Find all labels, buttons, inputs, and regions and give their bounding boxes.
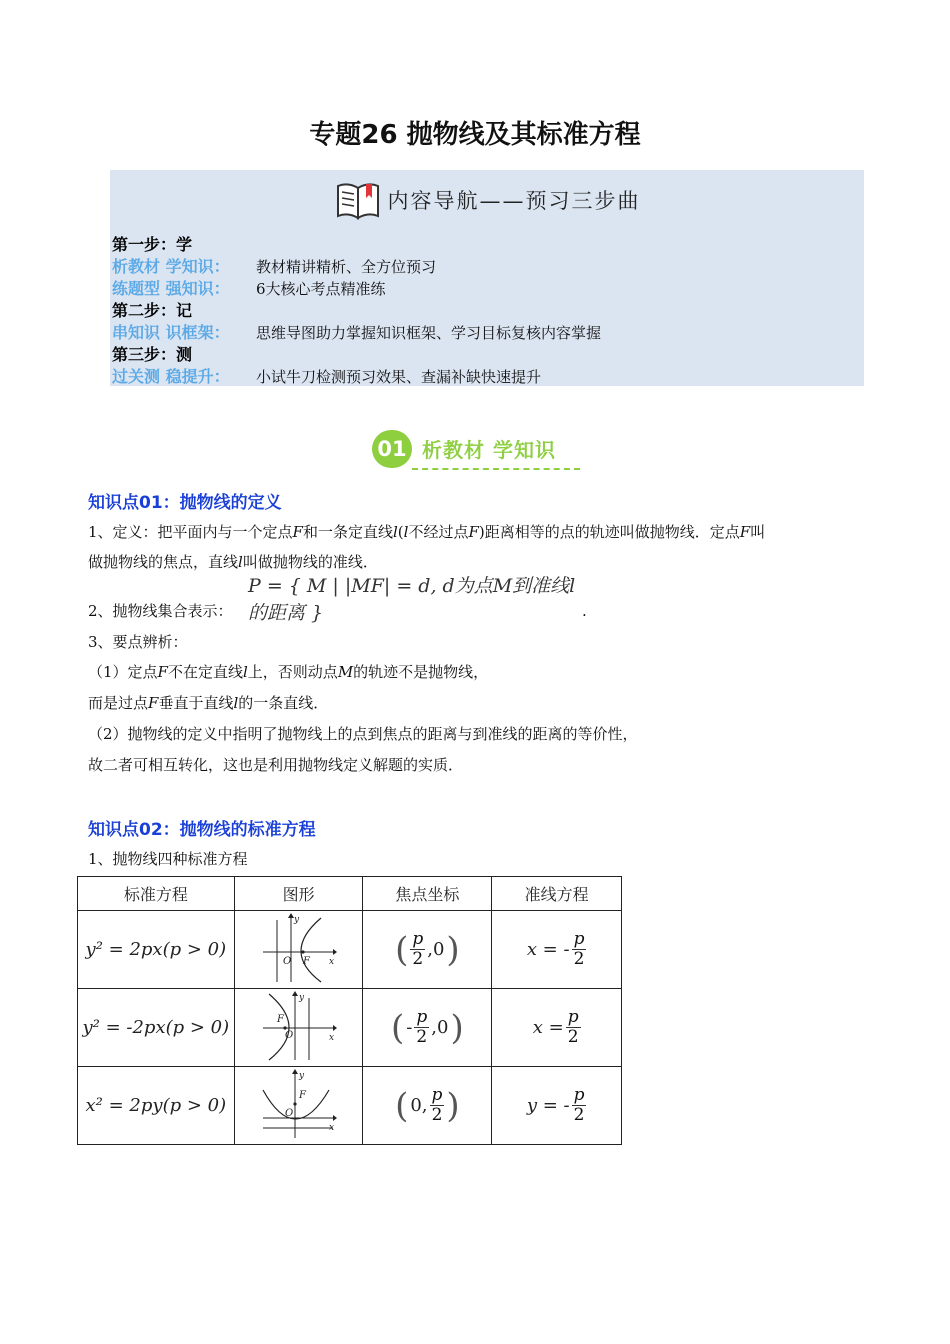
set-formula-text: P = { M | |MF| = d, d为点M到准线l的距离 } (248, 575, 576, 624)
badge-text: 析教材 学知识 (422, 438, 556, 462)
graph-label-y: y (298, 1070, 304, 1081)
nav-step-3 (112, 344, 862, 366)
equation: y² = -2px(p > 0) (82, 1017, 230, 1038)
kp1-point2: （2）抛物线的定义中指明了抛物线上的点到焦点的距离与到准线的距离的等价性， (88, 725, 638, 743)
step-label: 第二步：记 (112, 301, 193, 320)
step-label: 第一步：学 (112, 235, 193, 254)
graph-cell (234, 1067, 363, 1145)
graph-cell (234, 911, 363, 989)
text: 的轨迹不是抛物线， (353, 663, 489, 681)
equation: x² = 2py(p > 0) (85, 1095, 227, 1116)
graph-label-F: F (276, 1013, 284, 1025)
directrix-cell (492, 1067, 622, 1145)
parabola-up-graph (259, 1068, 339, 1140)
graph-cell (234, 989, 363, 1067)
fraction (572, 1086, 587, 1125)
section-badge (372, 428, 582, 474)
text: 上，否则动点 (247, 663, 338, 681)
badge-underline (412, 468, 580, 470)
text: 不在定直线 (167, 663, 243, 681)
nav-item-desc: 教材精讲精析、全方位预习 (256, 258, 437, 276)
focus-prefix: - (406, 1017, 413, 1038)
graph-label-x: x (328, 1032, 334, 1043)
nav-item-desc: 小试牛刀检测预习效果、查漏补缺快速提升 (256, 368, 542, 386)
table-header: 图形 (234, 877, 363, 911)
directrix-eq (527, 1086, 587, 1125)
text: 的一条直线． (238, 694, 329, 712)
directrix-cell (492, 989, 622, 1067)
graph-label-O: O (284, 1029, 293, 1041)
equation-cell (78, 989, 235, 1067)
var-l: l (233, 694, 239, 712)
numerator: p (416, 1007, 428, 1027)
kp1-title: 知识点01：抛物线的定义 (88, 493, 282, 513)
focus-coordinate: ( $\frac{p}{2}$ ,0 ) (395, 929, 460, 970)
nav-header-text: 内容导航——预习三步曲 (387, 189, 641, 213)
fraction (430, 1086, 445, 1125)
text: 和一条定直线 (302, 523, 393, 541)
parabola-right-graph (259, 912, 339, 984)
focus-cell (363, 911, 492, 989)
text: 1、定义：把平面内与一个定点 (88, 523, 293, 541)
graph-label-O: O (284, 1107, 293, 1119)
nav-item (112, 256, 862, 278)
nav-step-2 (112, 300, 862, 322)
kp2-subtitle: 1、抛物线四种标准方程 (88, 850, 248, 868)
nav-item-key: 练题型 强知识： (112, 279, 230, 298)
directrix-var: x = - (526, 939, 570, 960)
set-formula-end: . (582, 602, 587, 620)
var-F: F (468, 523, 479, 541)
kp1-point2-cont: 故二者可相互转化，这也是利用抛物线定义解题的实质． (88, 756, 464, 774)
numerator: p (573, 929, 585, 949)
directrix-eq (527, 930, 587, 969)
denominator: 2 (567, 1027, 579, 1047)
graph-label-x: x (328, 1122, 334, 1133)
table-header: 准线方程 (492, 877, 622, 911)
focus-prefix: 0, (410, 1095, 428, 1116)
nav-lines (112, 234, 862, 388)
text: 不经过点 (408, 523, 469, 541)
parabola-left-graph (259, 990, 339, 1062)
text: 做抛物线的焦点，直线 (88, 553, 239, 571)
table-row (78, 1067, 622, 1145)
equation-cell (78, 911, 235, 989)
denominator: 2 (573, 949, 585, 969)
table-header: 标准方程 (78, 877, 235, 911)
nav-item-desc: 思维导图助力掌握知识框架、学习目标复核内容掌握 (256, 324, 602, 342)
graph-label-y: y (293, 914, 299, 925)
kp1-definition-line1 (88, 522, 868, 542)
page-title: 专题26 抛物线及其标准方程 (309, 120, 641, 150)
var-l: l (392, 523, 398, 541)
numerator: p (573, 1085, 585, 1105)
text: 叫 (750, 523, 766, 541)
fraction (414, 1008, 429, 1047)
var-F: F (292, 523, 303, 541)
directrix-cell (492, 911, 622, 989)
fraction (410, 930, 425, 969)
table-row (78, 989, 622, 1067)
kp2-title: 知识点02：抛物线的标准方程 (88, 820, 316, 840)
var-l: l (403, 523, 409, 541)
equation: y² = 2px(p > 0) (85, 939, 227, 960)
var-F: F (739, 523, 751, 541)
open-book-icon (334, 178, 384, 222)
focus-coordinate: ( - $\frac{p}{2}$ ,0 ) (391, 1007, 464, 1048)
nav-item-key: 串知识 识框架： (112, 323, 230, 342)
badge-number: 01 (372, 430, 412, 468)
var-F: F (157, 663, 168, 681)
nav-item-key: 过关测 稳提升： (112, 367, 230, 386)
nav-item (112, 366, 862, 388)
text: )距离相等的点的轨迹叫做抛物线．定点 (478, 523, 740, 541)
text: 垂直于直线 (158, 694, 234, 712)
kp1-definition-line2 (88, 552, 868, 572)
graph-label-F: F (298, 1089, 306, 1101)
nav-item-key: 析教材 学知识： (112, 257, 230, 276)
kp1-points-label: 3、要点辨析： (88, 633, 188, 651)
set-formula (248, 575, 580, 624)
numerator: p (567, 1007, 579, 1027)
step-label: 第三步：测 (112, 345, 193, 364)
denominator: 2 (431, 1105, 443, 1125)
graph-label-F: F (302, 955, 310, 967)
equation-cell (78, 1067, 235, 1145)
denominator: 2 (416, 1027, 428, 1047)
fraction (572, 930, 587, 969)
table-header: 焦点坐标 (363, 877, 492, 911)
kp1-set-label: 2、抛物线集合表示： (88, 602, 233, 620)
denominator: 2 (573, 1105, 585, 1125)
text: 叫做抛物线的准线． (242, 553, 378, 571)
text: 而是过点 (88, 694, 149, 712)
focus-coordinate: ( 0, $\frac{p}{2}$ ) (395, 1085, 460, 1126)
directrix-var: x = (532, 1017, 564, 1038)
var-F: F (148, 694, 159, 712)
text: （1）定点 (88, 663, 158, 681)
graph-label-x: x (328, 956, 334, 967)
focus-tail: ,0 (427, 939, 445, 960)
kp1-point1 (88, 662, 868, 682)
content-navigation-box (110, 170, 864, 386)
var-l: l (238, 553, 243, 571)
nav-header (110, 178, 864, 222)
table-header-row (78, 877, 622, 911)
graph-label-O: O (282, 955, 291, 967)
focus-cell (363, 989, 492, 1067)
standard-equations-table (77, 876, 622, 1145)
directrix-var: y = - (526, 1095, 570, 1116)
kp1-point1-cont (88, 693, 868, 713)
directrix-eq (533, 1008, 581, 1047)
denominator: 2 (412, 949, 424, 969)
var-l: l (242, 663, 248, 681)
text: ( (397, 523, 404, 541)
table-row (78, 911, 622, 989)
nav-step-1 (112, 234, 862, 256)
graph-label-y: y (298, 992, 304, 1003)
nav-item (112, 278, 862, 300)
focus-tail: ,0 (431, 1017, 449, 1038)
nav-item-desc: 6大核心考点精准练 (256, 280, 386, 298)
var-M: M (337, 663, 354, 681)
focus-cell (363, 1067, 492, 1145)
numerator: p (412, 929, 424, 949)
numerator: p (431, 1085, 443, 1105)
nav-item (112, 322, 862, 344)
fraction (566, 1008, 581, 1047)
